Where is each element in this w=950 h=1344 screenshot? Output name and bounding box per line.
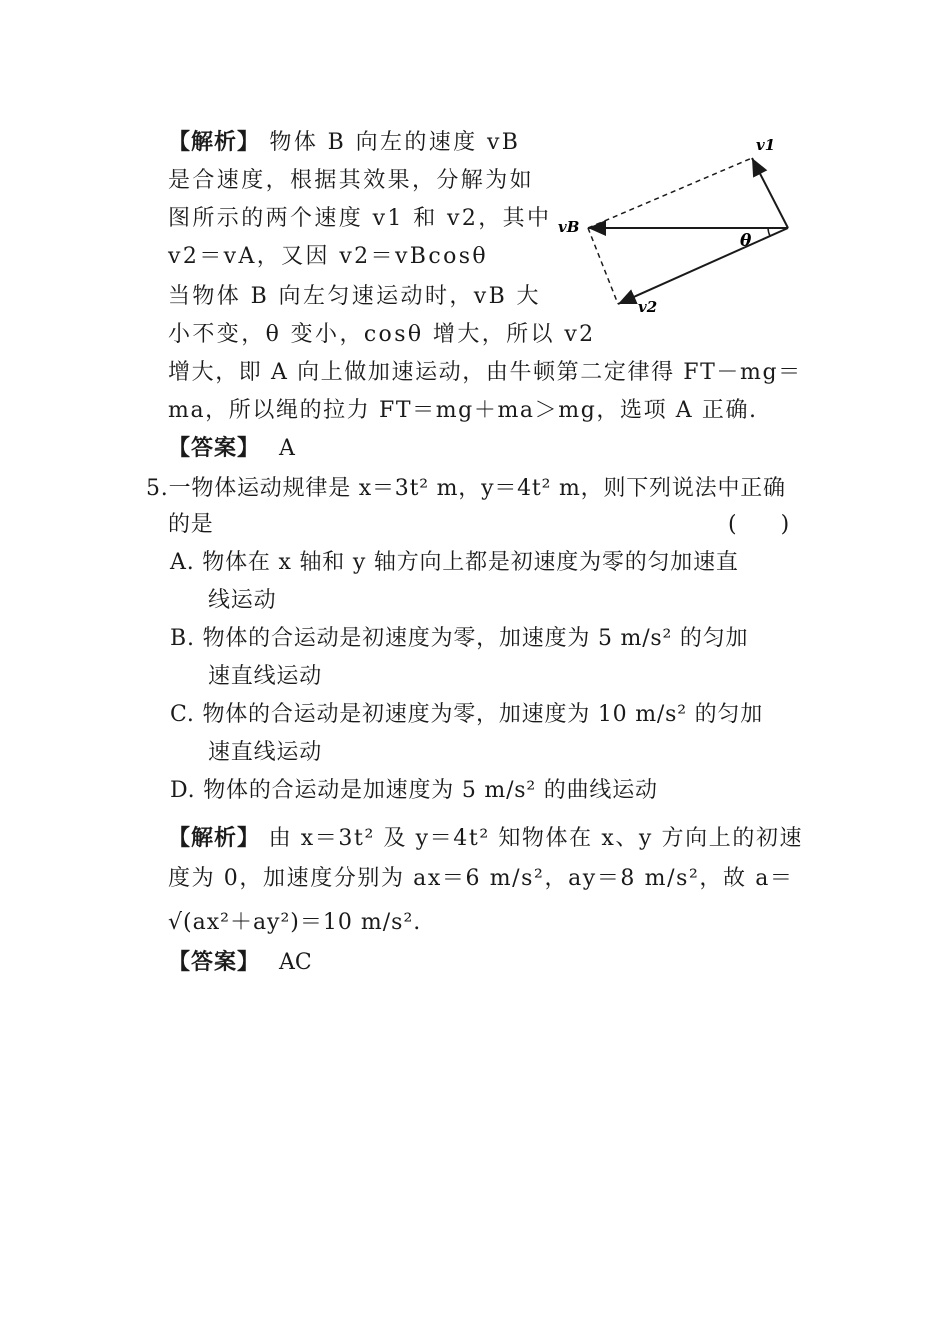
label-theta: θ (740, 231, 752, 251)
option-c (170, 700, 763, 730)
v1-vector (752, 158, 788, 228)
analysis-tag: 【解析】 (168, 826, 261, 851)
analysis1-line-1 (168, 128, 520, 158)
v2-vector (618, 228, 788, 304)
option-b-cont: 速直线运动 (208, 664, 323, 689)
analysis1-line-7: 增大，即 A 向上做加速运动，由牛顿第二定律得 FT－mg＝ (168, 360, 802, 385)
velocity-diagram (556, 134, 796, 324)
label-vb: vB (558, 218, 580, 236)
label-v1: v1 (756, 136, 776, 154)
option-b-text: 物体的合运动是初速度为零，加速度为 5 m/s² 的匀加 (202, 626, 749, 651)
option-a (170, 548, 739, 578)
option-b-letter: B. (170, 626, 195, 651)
answer-tag: 【答案】 (168, 950, 261, 975)
analysis1-line-6: 小不变，θ 变小，cosθ 增大，所以 v2 (168, 322, 596, 347)
option-b (170, 624, 748, 654)
option-d-letter: D. (170, 778, 196, 803)
answer2 (168, 948, 312, 978)
option-c-text: 物体的合运动是初速度为零，加速度为 10 m/s² 的匀加 (202, 702, 764, 727)
question5-stem-2: 的是 (168, 512, 214, 537)
answer1-value: A (279, 436, 295, 461)
option-a-text: 物体在 x 轴和 y 轴方向上都是初速度为零的匀加速直 (202, 550, 739, 575)
analysis2-line-3: √(ax²＋ay²)＝10 m/s². (168, 910, 422, 935)
analysis2-text-1: 由 x＝3t² 及 y＝4t² 知物体在 x、y 方向上的初速 (268, 826, 804, 851)
answer1 (168, 434, 295, 464)
question5-stem-1 (146, 474, 786, 504)
analysis1-line-3: 图所示的两个速度 v1 和 v2，其中 (168, 206, 552, 231)
theta-arc (768, 228, 770, 236)
option-d (170, 776, 658, 806)
option-d-text: 物体的合运动是加速度为 5 m/s² 的曲线运动 (203, 778, 658, 803)
option-c-cont: 速直线运动 (208, 740, 323, 765)
question5-stem-text: 一物体运动规律是 x＝3t² m，y＝4t² m，则下列说法中正确 (168, 476, 786, 501)
answer-tag: 【答案】 (168, 436, 261, 461)
analysis1-line-4: v2＝vA，又因 v2＝vBcosθ (168, 244, 489, 269)
answer2-value: AC (279, 950, 312, 975)
analysis1-text-1: 物体 B 向左的速度 vB (269, 130, 521, 155)
option-a-cont: 线运动 (208, 588, 277, 613)
analysis1-line-5: 当物体 B 向左匀速运动时，vB 大 (168, 284, 541, 309)
analysis2-line-1 (168, 824, 803, 854)
analysis2-line-2: 度为 0，加速度分别为 ax＝6 m/s²，ay＝8 m/s²，故 a＝ (168, 866, 794, 891)
question5-number: 5. (146, 476, 169, 501)
dashed-top (588, 158, 752, 228)
option-c-letter: C. (170, 702, 195, 727)
analysis1-line-8: ma，所以绳的拉力 FT＝mg＋ma＞mg，选项 A 正确. (168, 398, 758, 423)
dashed-left (588, 228, 618, 304)
label-v2: v2 (638, 298, 658, 316)
analysis-tag: 【解析】 (168, 130, 261, 155)
option-a-letter: A. (170, 550, 195, 575)
analysis1-line-2: 是合速度，根据其效果，分解为如 (168, 168, 535, 193)
question5-answer-blank: ( ) (728, 512, 790, 537)
